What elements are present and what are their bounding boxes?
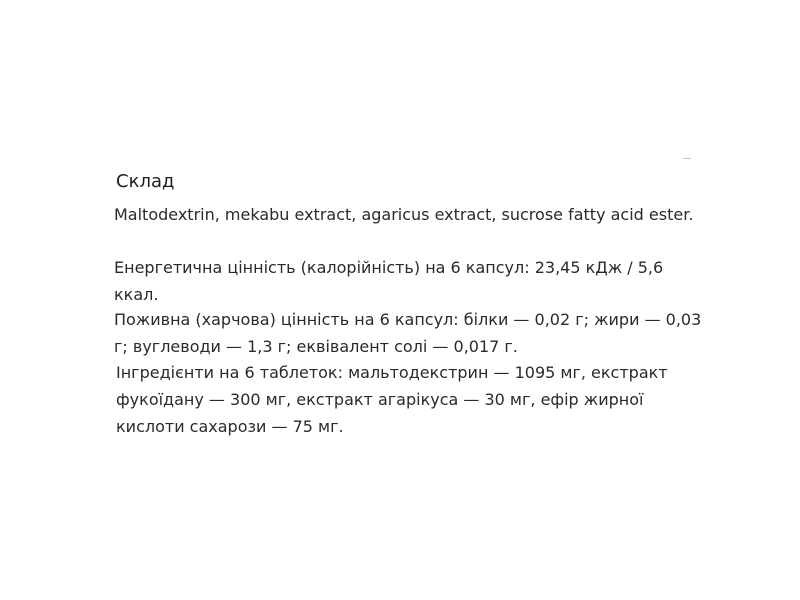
nutrition-value: Поживна (харчова) цінність на 6 капсул: білки — 0,02 г; жири — 0,03 г; вуглеводи — 1,3 г; еквівалент солі — 0,017 г. — [114, 310, 702, 356]
decorative-dash — [683, 158, 691, 159]
energy-value: Енергетична цінність (калорійність) на 6 капсул: 23,45 кДж / 5,6 ккал. — [114, 258, 664, 304]
section-title: Склад — [116, 171, 175, 192]
ingredients-english: Maltodextrin, mekabu extract, agaricus extract, sucrose fatty acid ester. — [114, 205, 694, 224]
ingredients-ukrainian: Інгредієнти на 6 таблеток: мальтодекстрин — 1095 мг, екстракт фукоїдану — 300 мг, екстракт агарікуса — 30 мг, ефір жирної кислоти сахарози — 75 мг. — [116, 363, 668, 436]
